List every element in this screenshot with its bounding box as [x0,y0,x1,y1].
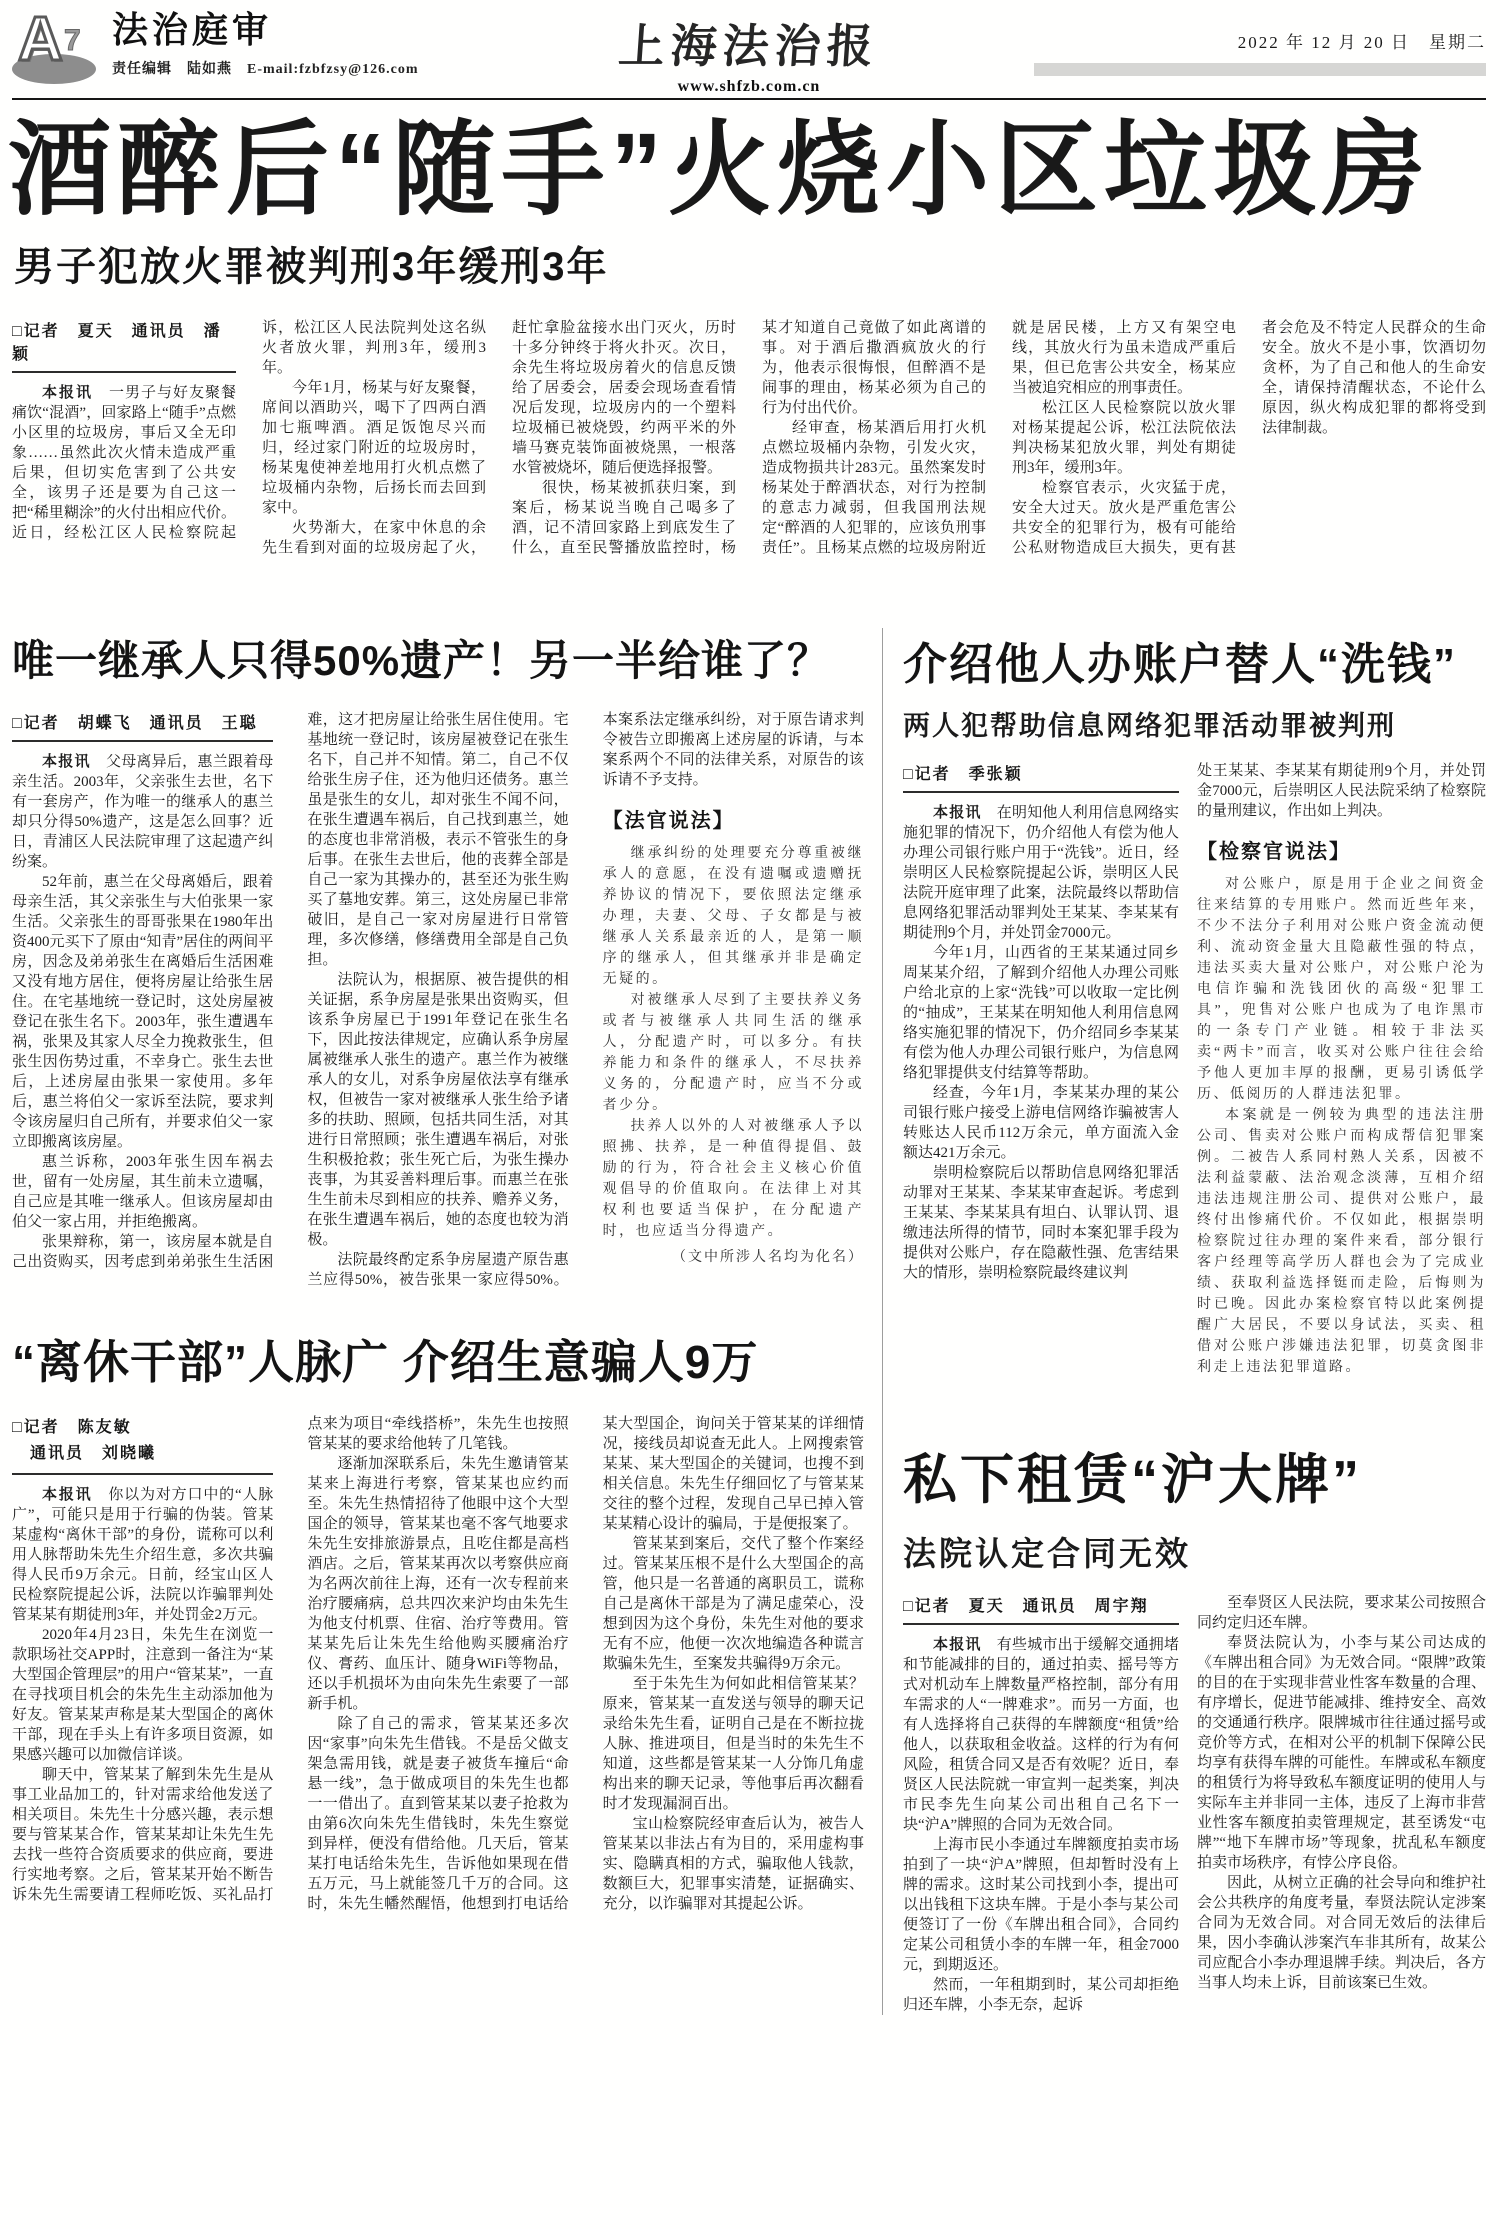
left-zone [12,628,864,2015]
paragraph: 通讯员 刘晓曦 [12,1445,157,1463]
decorative-gray-bar [1034,63,1486,76]
article-fire-headline: 酒醉后“随手”火烧小区垃圾房 [8,112,1431,227]
judge-remarks-paragraphs [603,843,864,1242]
editor-line: 责任编辑 陆如燕 E-mail:fzbfzsy@126.com [112,61,419,77]
paragraph-lead: 本报讯 [42,385,93,402]
article-fire-subhead: 男子犯放火罪被判刑3年缓刑3年 [14,245,609,290]
article-inheritance-byline: □记者 胡蝶飞 通讯员 王聪 [12,710,273,742]
paragraph: 逐渐加深联系后，朱先生邀请管某某来上海进行考察，管某某也应约而至。朱先生热情招待了他眼中这个大型国企的领导，管某某也毫不客气地要求朱先生安排旅游景点，且吃住都是高档酒店。之后，管某某再次以考察供应商为名两次前往上海，还有一次专程前来治疗腰痛病，总共四次来沪均由朱先生为他支付机票、住宿、治疗等费用。管某某先后让朱先生给他购买腰痛治疗仪、膏药、血压计、随身WiFi等物品，还以手机损坏为由向朱先生索要了一部新手机。 [307,1456,569,1713]
article-plate [903,1437,1486,2015]
paragraph: 今年1月，山西省的王某某通过同乡周某某介绍，了解到介绍他人办理公司账户给北京的上家“洗钱”可以收取一定比例的“抽成”，王某某在明知他人利用信息网络实施犯罪的情况下，仍介绍同乡李某某有偿为他人办理公司银行账户，为信息网络犯罪提供支付结算等帮助。 [903,945,1179,1082]
publication-date: 2022 年 12 月 20 日 星期二 [1237,33,1486,52]
article-plate-columns [903,1593,1486,2015]
paragraph: 本报讯 在明知他人利用信息网络实施犯罪的情况下，仍介绍他人有偿为他人办理公司银行账户用于“洗钱”。近日，经崇明区人民检察院提起公诉，崇明区人民法院开庭审理了此案，法院最终以帮助信息网络犯罪活动罪判处王某某、李某某有期徒刑9个月，并处罚金7000元。 [903,805,1179,942]
paragraph: 经查，今年1月，李某某办理的某公司银行账户接受上游电信网络诈骗被害人转账达人民币112万余元，单方面流入金额达421万余元。 [903,1085,1179,1162]
paragraph: 扶养人以外的人对被继承人予以照拂、扶养，是一种值得提倡、鼓励的行为，符合社会主义核心价值观倡导的价值取向。在法律上对其权利也要适当保护，在分配遗产时，也应适当分得遗产。 [602,1119,864,1240]
paragraph: □记者 陈友敏 [12,1419,132,1437]
paragraph: 本报讯 一男子与好友聚餐痛饮“混酒”，回家路上“随手”点燃小区里的垃圾房，事后又全无印象……虽然此次火情未造成严重后果，但切实危害到了公共安全，该男子还是要为自己这一把“稀里糊涂”的火付出相应代价。近日，经松江区人民检察院起诉，松江区人民法院判处这名纵火者放火罪，判刑3年，缓刑3年。 [12,320,486,542]
article-laundering-headline: 介绍他人办账户替人“洗钱” [903,640,1457,690]
pseudonym-note: （文中所涉人名均为化名） [671,1250,864,1266]
paragraph: 至于朱先生为何如此相信管某某？原来，管某某一直发送与领导的聊天记录给朱先生看，证明自己是在不断拉拢人脉、推进项目，但是当时的朱先生不知道，这些都是管某某一人分饰几角虚构出来的聊天记录，等他事后再次翻看时才发现漏洞百出。 [602,1676,864,1813]
section-block [112,10,419,78]
article-fire-body [12,318,1486,598]
article-inheritance-body [12,710,864,1290]
article-laundering [903,628,1486,1411]
article-plate-subhead: 法院认定合同无效 [903,1535,1191,1573]
judge-remarks-title: 【法官说法】 [602,810,735,833]
paragraph: 法院最终酌定系争房屋遗产原告惠兰应得50%，被告张果一家应得50%。本案系法定继承纠纷，对于原告请求判令被告立即搬离上述房屋的诉请，与本案系两个不同的法律关系，对原告的该诉请不予支持。 [307,712,864,1289]
article-laundering-byline: □记者 季张颖 [903,761,1179,793]
paragraph: 对公账户，原是用于企业之间资金往来结算的专用账户。然而近些年来，不少不法分子利用对公账户资金流动便利、流动资金量大且隐蔽性强的特点，违法买卖大量对公账户，对公账户沦为电信诈骗和洗钱团伙的高级“犯罪工具”，兜售对公账户也成为了电诈黑市的一条专门产业链。相较于非法买卖“两卡”而言，收买对公账户往往会给予他人更加丰厚的报酬，更易引诱低学历、低阅历的人群违法犯罪。 [1197,877,1486,1103]
paragraph: 上海市民小李通过车牌额度拍卖市场拍到了一块“沪A”牌照，但却暂时没有上牌的需求。这时某公司找到小李，提出可以出钱租下这块车牌。于是小李与某公司便签订了一份《车牌出租合同》，合同约定某公司租赁小李的车牌一年，租金7000元，到期返还。 [903,1837,1179,1974]
paragraph: 然而，一年租期到时，某公司却拒绝归还车牌，小李无奈，起诉 [903,1977,1179,2014]
prosecutor-remarks-title: 【检察官说法】 [1197,841,1351,864]
article-laundering-subhead: 两人犯帮助信息网络犯罪活动罪被判刑 [903,711,1396,742]
rail-continuation: 处王某某、李某某有期徒刑9个月，并处罚金7000元，后崇明区人民法院采纳了检察院的量刑建议，作出如上判决。 [1197,763,1486,820]
paragraph: 聊天中，管某某了解到朱先生是从事工业品加工的，针对需求给他发送了相关项目。朱先生十分感兴趣，表示想要与管某某合作，管某某却让朱先生先去找一些符合资质要求的供应商，要进行实地考察。之后，管某某开始不断告诉朱先生需要请工程师吃饭、买礼品打点来为项目“牵线搭桥”，朱先生也按照管某某的要求给他转了几笔钱。 [12,1416,569,1904]
article-swindle-body [12,1414,864,1914]
paragraph-lead: 本报讯 [933,1637,982,1654]
paragraph: 今年1月，杨某与好友聚餐，席间以酒助兴，喝下了四两白酒加七瓶啤酒。酒足饭饱尽兴而归，经过家门附近的垃圾房时，杨某鬼使神差地用打火机点燃了垃圾桶内杂物，后扬长而去回到家中。 [262,380,486,517]
article-swindle-paragraphs [12,1414,864,1914]
paragraph: 2020年4月23日，朱先生在浏览一款职场社交APP时，注意到一备注为“某大型国企管理层”的用户“管某某”，一直在寻找项目机会的朱先生主动添加他为好友。管某某声称是某大型国企的离休干部，现在手头上有许多项目资源，如果感兴趣可以加微信详谈。 [12,1627,274,1764]
article-plate-rail [1197,1593,1486,2015]
lower-grid [12,628,1486,2015]
paragraph-lead: 本报讯 [42,1487,93,1504]
paragraph-lead: 本报讯 [933,805,982,822]
paragraph: 法院认为，根据原、被告提供的相关证据，系争房屋是张果出资购买，但该系争房屋已于1991年登记在张生名下，因此按法律规定，应确认系争房屋属被继承人张生的遗产。惠兰作为被继承人的女儿，对系争房屋依法享有继承权，但被告一家对被继承人张生给予诸多的扶助、照顾，包括共同生活，对其进行日常照顾；张生遭遇车祸后，对张生积极抢救；张生死亡后，为张生操办丧事，为其妥善料理后事。而惠兰在张生生前未尽到相应的扶养、赡养义务，在张生遭遇车祸后，她的态度也较为消极。 [307,972,569,1249]
paragraph: 张果辩称，第一，该房屋本就是自己出资购买，因考虑到弟弟张生生活困难，这才把房屋让给张生居住使用。宅基地统一登记时，该房屋被登记在张生名下，自己并不知情。第二，自己不仅给张生房子住，还为他归还债务。惠兰虽是张生的女儿，却对张生不闻不问，在张生遭遇车祸后，自己找到惠兰，她的态度也非常消极，表示不管张生的身后事。在张生去世后，他的丧葬全部是自己一家为其操办的，甚至还为张生购买了墓地安葬。第三，这处房屋已非常破旧，是自己一家对房屋进行日常管理，多次修缮，修缮费用全部是自己负担。 [12,712,569,1271]
article-laundering-paragraphs [903,803,1179,1283]
right-zone [882,628,1486,2015]
paragraph: 惠兰诉称，2003年张生因车祸去世，留有一处房屋，其生前未立遗嘱，自己应是其唯一继承人。但该房屋却由伯父一家占用，并拒绝搬离。 [12,1154,274,1231]
article-plate-rail-paragraphs [1197,1593,1486,1993]
paragraph: 火势渐大，在家中休息的余先生看到对面的垃圾房起了火，赶忙拿脸盆接水出门灭火，历时十多分钟终于将火扑灭。次日，余先生将垃圾房着火的信息反馈给了居委会，居委会现场查看情况后发现，垃圾房内的一个塑料垃圾桶已被烧毁，约两平米的外墙马赛克装饰面被烧黑，一根落水管被烧坏，随后便选择报警。 [262,320,736,557]
article-swindle-byline [12,1414,273,1475]
masthead-logo: 上海法治报 [616,21,881,72]
paragraph: 继承纠纷的处理要充分尊重被继承人的意愿，在没有遗嘱或遗赠抚养协议的情况下，要依照法定继承办理，夫妻、父母、子女都是与被继承人关系最亲近的人，是第一顺序的继承人，但其继承并非是确定无疑的。 [602,846,864,988]
paragraph: 本报讯 父母离异后，惠兰跟着母亲生活。2003年，父亲张生去世，名下有一套房产，作为唯一的继承人的惠兰却只分得50%遗产，这是怎么回事？近日，青浦区人民法院审理了这起遗产纠纷案。 [12,754,274,871]
article-fire-byline: □记者 夏天 通讯员 潘颖 [12,318,236,373]
paragraph: 管某某到案后，交代了整个作案经过。管某某压根不是什么大型国企的高管，他只是一名普通的离职员工，谎称自己是离休干部是为了满足虚荣心，没想到因为这个身份，朱先生对他的要求无有不应，他便一次次地编造各种谎言欺骗朱先生，至案发共骗得9万余元。 [602,1536,864,1673]
article-laundering-rail [1197,761,1486,1411]
article-plate-paragraphs [903,1635,1179,2015]
paragraph: 松江区人民检察院以放火罪对杨某提起公诉，松江法院依法判决杨某犯放火罪，判处有期徒刑3年，缓刑3年。 [1012,400,1236,477]
article-plate-headline: 私下租赁“沪大牌” [903,1450,1362,1511]
paragraph: 检察官表示，火灾猛于虎，安全大过天。放火是严重危害公共安全的犯罪行为，极有可能给公私财物造成巨大损失，更有甚者会危及不特定人民群众的生命安全。放火不是小事，饮酒切勿贪杯，为了自己和他人的生命安全，请保持清醒状态，不论什么原因，纵火构成犯罪的都将受到法律制裁。 [1012,320,1486,557]
paragraph: 本案就是一例较为典型的违法注册公司、售卖对公账户而构成帮信犯罪案例。二被告人系同村熟人关系，因被不法利益蒙蔽、法治观念淡薄，互相介绍违法违规注册公司、提供对公账户，最终付出惨痛代价。不仅如此，根据崇明检察院过往办理的案件来看，部分银行客户经理等高学历人群也会为了完成业绩、获取利益选择铤而走险，后悔则为时已晚。因此办案检察官特以此案例提醒广大居民，不要以身试法，买卖、租借对公账户涉嫌违法犯罪，切莫贪图非利走上违法犯罪道路。 [1197,1108,1486,1376]
article-swindle [12,1326,864,1914]
website-url: www.shfzb.com.cn [677,78,821,95]
paragraph: 对被继承人尽到了主要扶养义务或者与被继承人共同生活的继承人，分配遗产时，可以多分。有扶养能力和条件的继承人，不尽扶养义务的，分配遗产时，应当不分或者少分。 [602,993,864,1114]
prosecutor-remarks-paragraphs [1197,874,1486,1378]
article-laundering-main-column [903,761,1179,1411]
article-plate-main-column [903,1593,1179,2015]
page-number-badge [12,5,98,88]
date-block [1034,10,1486,76]
article-swindle-headline: “离休干部”人脉广 介绍生意骗人9万 [12,1336,759,1389]
paragraph-lead: 本报讯 [42,754,91,771]
section-title: 法治庭审 [112,9,273,50]
paragraph: 奉贤法院认为，小李与某公司达成的《车牌出租合同》为无效合同。“限牌”政策的目的在于实现非营业性客车数量的合理、有序增长，促进节能减排、维持安全、高效的交通通行秩序。限牌城市往往通过摇号或竞价等方式，在相对公平的机制下保障公民均享有获得车牌的可能性。车牌或私车额度的租赁行为将导致私车额度证明的使用人与实际车主并非同一主体，违反了上海市非营业性客车额度拍卖管理规定，甚至诱发“屯牌”“地下车牌市场”等现象，扰乱私车额度拍卖市场秩序，有悖公序良俗。 [1197,1635,1486,1872]
article-plate-byline: □记者 夏天 通讯员 周宇翔 [903,1593,1179,1625]
paragraph: 崇明检察院后以帮助信息网络犯罪活动罪对王某某、李某某审查起诉。考虑到王某某、李某某具有坦白、认罪认罚、退缴违法所得的情节，同时本案犯罪手段为提供对公账户，存在隐蔽性强、危害结果大的情形，崇明检察院最终建议判 [903,1165,1179,1282]
paragraph: 本报讯 你以为对方口中的“人脉广”，可能只是用于行骗的伪装。管某某虚构“离休干部”的身份，谎称可以利用人脉帮助朱先生介绍生意，多次共骗得人民币9万余元。日前，经宝山区人民检察院提起公诉，法院以诈骗罪判处管某某有期徒刑3年，并处罚金2万元。 [12,1487,274,1624]
paragraph: 很快，杨某被抓获归案，到案后，杨某说当晚自己喝多了酒，记不清回家路上到底发生了什么，直至民警播放监控时，杨某才知道自己竟做了如此离谱的事。对于酒后撒酒疯放火的行为，他表示很悔恨，但醉酒不是闹事的理由，杨某必须为自己的行为付出代价。 [512,320,986,557]
article-fire [8,112,1486,598]
article-inheritance [12,628,864,1290]
paragraph: 经审查，杨某酒后用打火机点燃垃圾桶内杂物，引发火灾，造成物损共计283元。虽然案发时杨某处于醉酒状态，对行为控制的意志力减弱，但我国刑法规定“醉酒的人犯罪的，应该负刑事责任”。且杨某点燃的垃圾房附近就是居民楼，上方又有架空电线，其放火行为虽未造成严重后果，但已危害公共安全，杨某应当被追究相应的刑事责任。 [762,320,1236,557]
paragraph: 除了自己的需求，管某某还多次因“家事”向朱先生借钱。不是岳父做支架急需用钱，就是妻子被货车撞后“命悬一线”，急于做成项目的朱先生也都一一借出了。直到管某某以妻子抢救为由第6次向朱先生借钱时，朱先生察觉到异样，便没有借给他。几天后，管某某打电话给朱先生，告诉他如果现在借五万元，马上就能签几千万的合同。这时，朱先生幡然醒悟，他想到打电话给某大型国企，询问关于管某某的详细情况，接线员却说查无此人。上网搜索管某某、某大型国企的关键词，也搜不到相关信息。朱先生仔细回忆了与管某某交往的整个过程，发现自己早已掉入管某某精心设计的骗局，于是便报案了。 [307,1416,864,1913]
paragraph: 本报讯 有些城市出于缓解交通拥堵和节能减排的目的，通过拍卖、摇号等方式对机动车上牌数量严格控制，部分有用车需求的人“一牌难求”。而另一方面，也有人选择将自己获得的车牌额度“租赁”给他人，以获取租金收益。这样的行为有何风险，租赁合同又是否有效呢？近日，奉贤区人民法院就一审宣判一起类案，判决市民李先生向某公司出租自己名下一块“沪A”牌照的合同为无效合同。 [903,1637,1179,1834]
article-inheritance-headline: 唯一继承人只得50%遗产！另一半给谁了？ [12,637,831,685]
page-header [12,5,1486,100]
paragraph: 52年前，惠兰在父母离婚后，跟着母亲生活，其父亲张生与大伯张果一家生活。父亲张生的哥哥张果在1980年出资400元买下了原由“知青”居住的两间平房，因念及弟弟张生在离婚后生活困难又没有地方居住，便将房屋让给张生居住。在宅基地统一登记时，这处房屋被登记在张生名下。2003年，张生遭遇车祸，张果及其家人尽全力挽救张生，但张生因伤势过重，不幸身亡。张生去世后，上述房屋由张果一家使用。多年后，惠兰将伯父一家诉至法院，要求判令该房屋归自己所有，并要求伯父一家立即搬离该房屋。 [12,874,274,1151]
badge-letter: A [18,5,63,74]
badge-number: 7 [64,24,81,57]
paragraph: 至奉贤区人民法院，要求某公司按照合同约定归还车牌。 [1197,1595,1486,1632]
paragraph: 因此，从树立正确的社会导向和维护社会公共秩序的角度考量，奉贤法院认定涉案合同为无效合同。对合同无效后的法律后果，因小李确认涉案汽车非其所有，故某公司应配合小李办理退牌手续。判决后，各方当事人均未上诉，目前该案已生效。 [1197,1875,1486,1992]
paragraph: 宝山检察院经审查后认为，被告人管某某以非法占有为目的，采用虚构事实、隐瞒真相的方式，骗取他人钱款，数额巨大，犯罪事实清楚，证据确实、充分，以诈骗罪对其提起公诉。 [602,1816,864,1913]
article-laundering-columns [903,761,1486,1411]
